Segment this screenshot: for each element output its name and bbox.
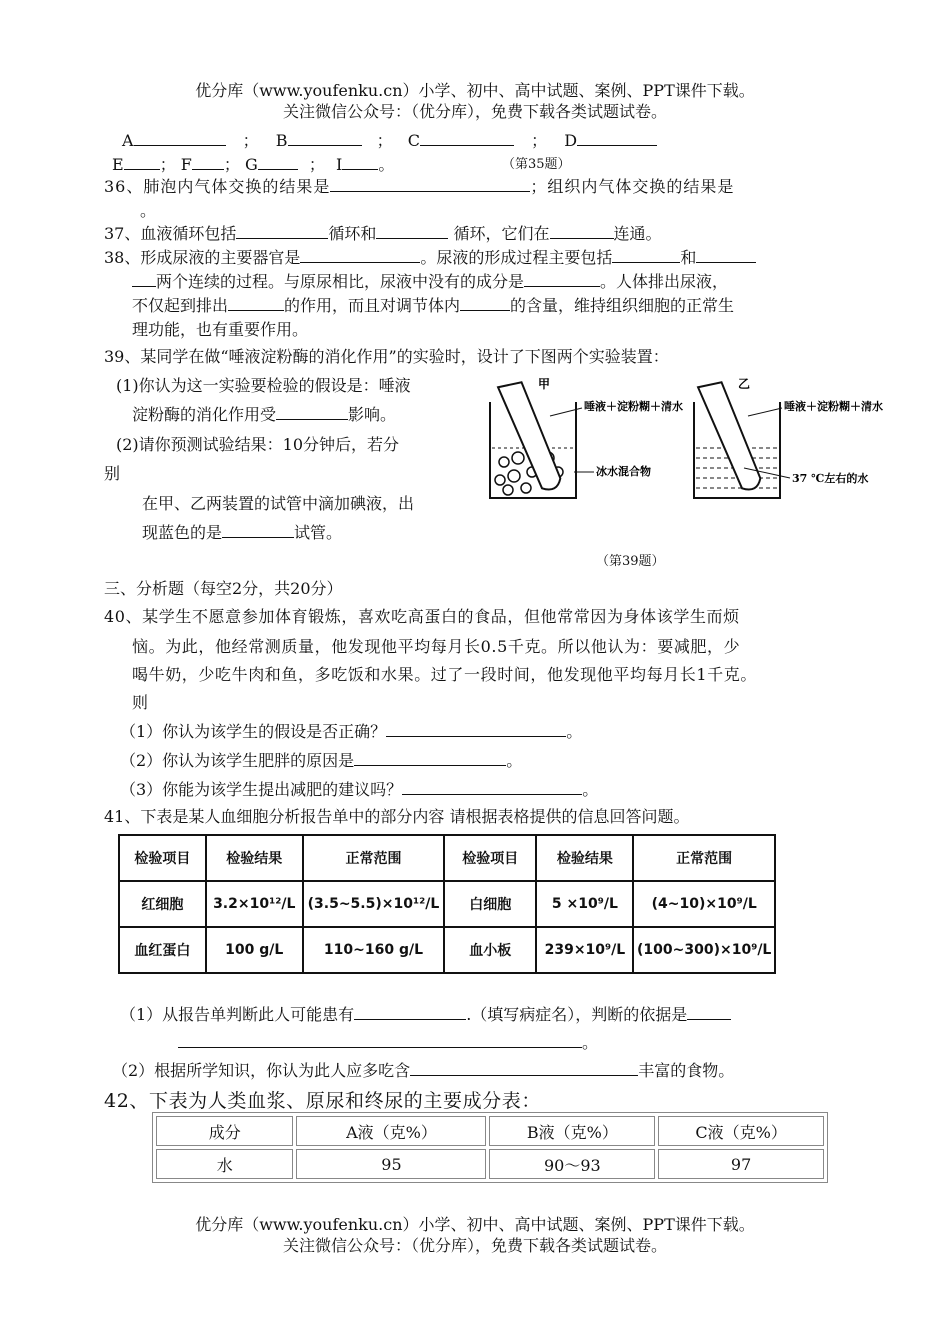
table-cell: 血红蛋白 <box>119 927 206 973</box>
q40-sub-2: （2）你认为该学生肥胖的原因是 。 <box>120 751 523 770</box>
table-header: 检验结果 <box>536 835 633 881</box>
fig-label-ice: 冰水混合物 <box>596 465 651 478</box>
q38-line-3: 不仅起到排出 的作用，而且对调节体内 的含量，维持组织细胞的正常生 <box>132 296 735 315</box>
table-header: 正常范围 <box>303 835 444 881</box>
q37-line: 37、血液循环包括 循环和 循环，它们在 连通。 <box>104 224 662 243</box>
table-cell: 血小板 <box>444 927 536 973</box>
q41-sub-1-cont: 。 <box>178 1030 598 1053</box>
fig-label-mix-yi: 唾液＋淀粉糊＋清水 <box>784 400 883 413</box>
q39-s2d: 现蓝色的是 试管。 <box>142 523 343 542</box>
fig-label-yi: 乙 <box>738 377 751 391</box>
q39-s1b: 淀粉酶的消化作用受 影响。 <box>132 405 397 424</box>
table-header: 检验结果 <box>206 835 303 881</box>
blood-report-table <box>118 834 776 974</box>
q38-line-4: 理功能，也有重要作用。 <box>132 320 309 339</box>
table-header-row <box>156 1116 824 1146</box>
table-row <box>119 927 775 973</box>
table-header: 成分 <box>156 1116 293 1146</box>
q39-experiment-figure <box>478 372 888 512</box>
table-header: C液（克%） <box>658 1116 824 1146</box>
table-cell: 97 <box>658 1149 824 1179</box>
q36-end: 。 <box>140 201 157 220</box>
q35-caption: （第35题） <box>502 157 571 172</box>
q38-line-1: 38、形成尿液的主要器官是 。尿液的形成过程主要包括 和 <box>104 245 756 268</box>
table-cell: 3.2×10¹²/L <box>206 881 303 927</box>
table-header-row <box>119 835 775 881</box>
q41-stem: 41、下表是某人血细胞分析报告单中的部分内容 请根据表格提供的信息回答问题。 <box>104 807 690 826</box>
q38-line-2: 两个连续的过程。与原尿相比，尿液中没有的成分是 。人体排出尿液， <box>132 269 728 292</box>
table-cell: 239×10⁹/L <box>536 927 633 973</box>
table-cell: (3.5~5.5)×10¹²/L <box>303 881 444 927</box>
q35-row-2: E ； F ； G ； I 。 <box>112 155 395 174</box>
q42-stem: 42、下表为人类血浆、原尿和终尿的主要成分表： <box>104 1090 541 1112</box>
fig-label-jia: 甲 <box>538 377 551 391</box>
q35-row-1: A ； B ； C ； D <box>122 128 657 151</box>
header-line-1: 优分库（www.youfenku.cn）小学、初中、高中试题、案例、PPT课件下载。 <box>195 81 755 100</box>
q39-s2b: 别 <box>104 464 121 483</box>
q36-line-1: 36、肺泡内气体交换的结果是 ；组织内气体交换的结果是 <box>104 177 735 196</box>
table-cell: 水 <box>156 1149 293 1179</box>
q40-line-3: 喝牛奶，少吃牛肉和鱼，多吃饭和水果。过了一段时间，他发现他平均每月长1千克。 <box>132 665 757 684</box>
table-header: 检验项目 <box>119 835 206 881</box>
q40-line-4: 则 <box>132 693 149 712</box>
q40-sub-3: （3）你能为该学生提出减肥的建议吗？ 。 <box>120 780 599 799</box>
table-cell: 90～93 <box>489 1149 655 1179</box>
table-cell: 红细胞 <box>119 881 206 927</box>
footer-line-1: 优分库（www.youfenku.cn）小学、初中、高中试题、案例、PPT课件下载。 <box>195 1215 755 1234</box>
footer-line-2: 关注微信公众号：（优分库），免费下载各类试题试卷。 <box>282 1236 667 1255</box>
q39-s2a: (2)请你预测试验结果：10分钟后，若分 <box>116 435 400 454</box>
q41-sub-2: （2）根据所学知识，你认为此人应多吃含 丰富的食物。 <box>112 1061 735 1080</box>
table-cell: 白细胞 <box>444 881 536 927</box>
leader-jia-mix <box>550 408 582 416</box>
q40-line-1: 40、某学生不愿意参加体育锻炼，喜欢吃高蛋白的食品，但他常常因为身体该学生而烦 <box>104 607 740 626</box>
table-cell: 100 g/L <box>206 927 303 973</box>
table-row <box>156 1149 824 1179</box>
fig-label-mix-jia: 唾液＋淀粉糊＋清水 <box>584 400 683 413</box>
table-header: A液（克%） <box>296 1116 486 1146</box>
table-header: B液（克%） <box>489 1116 655 1146</box>
table-cell: 110~160 g/L <box>303 927 444 973</box>
table-cell: 5 ×10⁹/L <box>536 881 633 927</box>
section-3-title: 三、分析题（每空2分，共20分） <box>104 579 343 598</box>
q40-line-2: 恼。为此，他经常测质量，他发现他平均每月长0.5千克。所以他认为：要减肥，少 <box>132 637 741 656</box>
q39-s1a: (1)你认为这一实验要检验的假设是：唾液 <box>116 376 411 395</box>
q41-sub-1: （1）从报告单判断此人可能患有 .（填写病症名），判断的依据是 <box>120 1002 731 1025</box>
table-header: 正常范围 <box>633 835 775 881</box>
q39-s2c: 在甲、乙两装置的试管中滴加碘液，出 <box>142 494 415 513</box>
q39-caption: （第39题） <box>596 554 665 569</box>
table-header: 检验项目 <box>444 835 536 881</box>
fig-label-warm: 37 ℃左右的水 <box>792 472 869 485</box>
table-cell: 95 <box>296 1149 486 1179</box>
q40-sub-1: （1）你认为该学生的假设是否正确？ 。 <box>120 722 583 741</box>
q39-stem: 39、某同学在做“唾液淀粉酶的消化作用”的实验时，设计了下图两个实验装置： <box>104 347 669 366</box>
header-line-2: 关注微信公众号：（优分库），免费下载各类试题试卷。 <box>282 102 667 121</box>
table-cell: (100~300)×10⁹/L <box>633 927 775 973</box>
table-cell: (4~10)×10⁹/L <box>633 881 775 927</box>
table-row <box>119 881 775 927</box>
composition-table <box>152 1112 828 1183</box>
leader-yi-mix <box>748 408 782 416</box>
test-tube-yi <box>698 379 762 496</box>
